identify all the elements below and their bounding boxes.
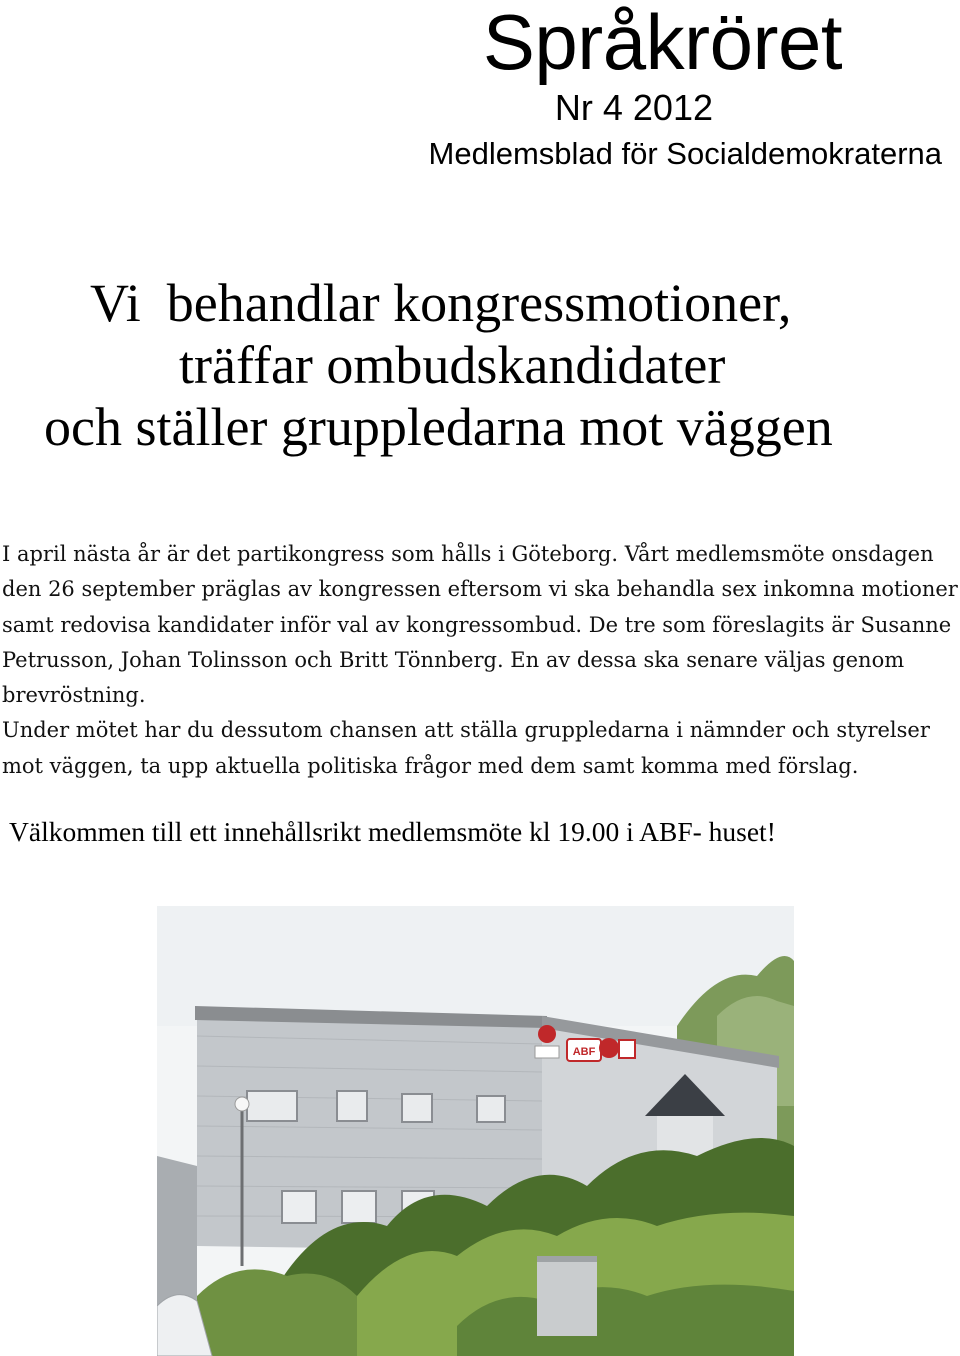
sign-logo-1 — [538, 1025, 556, 1043]
headline-line-3: och ställer gruppledarna mot väggen — [44, 397, 833, 457]
article-paragraph-2: Under mötet har du dessutom chansen att ställa gruppledarna i nämnder och styrelser mot väggen, ta upp aktuella politiska frågor med dem samt komma med förslag. — [2, 718, 930, 778]
newsletter-subtitle: Medlemsblad för Socialdemokraterna — [428, 136, 942, 171]
welcome-line: Välkommen till ett innehållsrikt medlemsmöte kl 19.00 i ABF- huset! — [9, 816, 776, 847]
sign-abf-text: ABF — [572, 1046, 596, 1058]
abf-building-photo — [157, 906, 794, 1356]
sign-logo-2 — [599, 1038, 619, 1058]
newsletter-title: Språkröret — [482, 0, 842, 86]
front-wall — [537, 1256, 597, 1336]
headline-line-1 — [0, 272, 960, 334]
headline-line-1-rest: behandlar kongressmotioner, — [166, 273, 792, 333]
article-paragraph-1: I april nästa år är det partikongress som hålls i Göteborg. Vårt medlemsmöte onsdagen den 26 september präglas av kongressen eftersom vi ska behandla sex inkomna motioner samt redovisa kandidater inför val av kongressombud. De tre som föreslagits är Susanne Petrusson, Johan Tolinsson och Britt Tönnberg. En av dessa ska senare väljas genom brevröstning. — [2, 542, 958, 708]
headline-word-vi: Vi — [90, 273, 141, 333]
article-headline — [0, 272, 960, 458]
issue-number: Nr 4 2012 — [554, 87, 713, 128]
article-body — [2, 537, 958, 784]
headline-line-2: träffar ombudskandidater — [179, 335, 726, 395]
masthead — [429, 0, 942, 174]
